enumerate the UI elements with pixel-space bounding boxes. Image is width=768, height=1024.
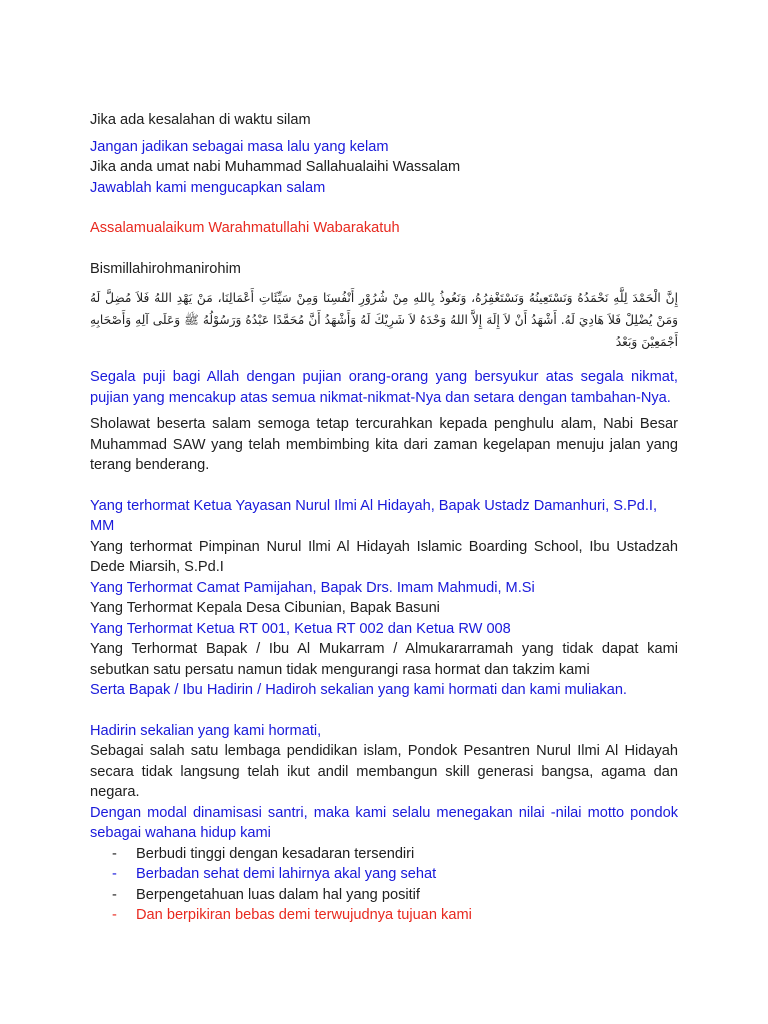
honorific-5: Yang Terhormat Ketua RT 001, Ketua RT 002 dan Ketua RW 008 bbox=[90, 620, 511, 637]
list-item bbox=[90, 885, 678, 906]
list-item bbox=[90, 844, 678, 865]
list-item-text: Berbudi tinggi dengan kesadaran tersendiri bbox=[136, 845, 415, 862]
arabic-prayer: إِنَّ الْحَمْدَ لِلَّهِ نَحْمَدُهُ وَنَسْتَعِينُهُ وَنَسْتَغْفِرُهُ، وَنَعُوذُ بِاللهِ مِنْ شُرُوْرِ أَنْفُسِنَا وَمِنْ سَيِّئَاتِ أَعْمَالِنَا، مَنْ يَهْدِ اللهُ فَلاَ مُضِلَّ لَهُ وَمَنْ يُضْلِلْ فَلاَ هَادِيَ لَهُ. أَشْهَدُ أَنْ لاَ إِلَهَ إِلاَّ اللهُ وَحْدَهُ لاَ شَرِيْكَ لَهُ وَأَشْهَدُ أَنَّ مُحَمَّدًا عَبْدُهُ وَرَسُوْلُهُ ﷺ وَعَلَى آلِهِ وَأَصْحَابِهِ أَجْمَعِيْنَ وَبَعْدُ bbox=[90, 291, 678, 349]
honorific-6: Yang Terhormat Bapak / Ibu Al Mukarram / Almukararramah yang tidak dapat kami sebutkan satu persatu namun tidak mengurangi rasa hormat dan takzim kami bbox=[90, 641, 678, 678]
greeting-line: Hadirin sekalian yang kami hormati, bbox=[90, 722, 322, 739]
opening-line-3: Jika anda umat nabi Muhammad Sallahualaihi Wassalam bbox=[90, 159, 461, 175]
basmalah-line: Bismillahirohmanirohim bbox=[90, 260, 241, 277]
list-item-text: Dan berpikiran bebas demi terwujudnya tujuan kami bbox=[136, 907, 472, 923]
spacer bbox=[90, 239, 678, 259]
honorific-4: Yang Terhormat Kepala Desa Cibunian, Bapak Basuni bbox=[90, 600, 440, 616]
sholawat-paragraph: Sholawat beserta salam semoga tetap tercurahkan kepada penghulu alam, Nabi Besar Muhammad SAW yang telah membimbing kita dari zaman kegelapan menuju jalan yang terang benderang. bbox=[90, 416, 678, 473]
intro-paragraph: Sebagai salah satu lembaga pendidikan islam, Pondok Pesantren Nurul Ilmi Al Hidayah secara tidak langsung telah ikut andil membangun skill generasi bangsa, agama dan negara. bbox=[90, 743, 678, 800]
salam-line: Assalamualaikum Warahmatullahi Wabarakatuh bbox=[90, 220, 400, 236]
opening-line-2: Jangan jadikan sebagai masa lalu yang kelam bbox=[90, 138, 389, 155]
honorific-1: Yang terhormat Ketua Yayasan Nurul Ilmi Al Hidayah, Bapak Ustadz Damanhuri, S.Pd.I, MM bbox=[90, 497, 658, 534]
list-item-text: Berbadan sehat demi lahirnya akal yang sehat bbox=[136, 866, 437, 882]
honorific-7: Serta Bapak / Ibu Hadirin / Hadiroh sekalian yang kami hormati dan kami muliakan. bbox=[90, 682, 627, 698]
spacer bbox=[90, 353, 678, 367]
opening-line-1: Jika ada kesalahan di waktu silam bbox=[90, 112, 311, 128]
opening-line-4: Jawablah kami mengucapkan salam bbox=[90, 179, 326, 196]
list-item bbox=[90, 864, 678, 885]
spacer bbox=[90, 701, 678, 721]
praise-paragraph: Segala puji bagi Allah dengan pujian orang-orang yang bersyukur atas segala nikmat, pujian yang mencakup atas semua nikmat-nikmat-Nya dan setara dengan tambahan-Nya. bbox=[90, 369, 678, 406]
motto-list bbox=[90, 844, 678, 926]
bullet-dash: - bbox=[112, 907, 117, 923]
bullet-dash: - bbox=[112, 866, 117, 882]
spacer bbox=[90, 476, 678, 496]
bullet-dash: - bbox=[112, 845, 117, 862]
spacer bbox=[90, 198, 678, 218]
honorific-3: Yang Terhormat Camat Pamijahan, Bapak Drs. Imam Mahmudi, M.Si bbox=[90, 579, 535, 596]
list-item bbox=[90, 905, 678, 926]
motto-intro-paragraph: Dengan modal dinamisasi santri, maka kami selalu menegakan nilai -nilai motto pondok sebagai wahana hidup kami bbox=[90, 804, 678, 841]
honorific-2: Yang terhormat Pimpinan Nurul Ilmi Al Hidayah Islamic Boarding School, Ibu Ustadzah Dede Miarsih, S.Pd.I bbox=[90, 538, 678, 575]
bullet-dash: - bbox=[112, 886, 117, 903]
list-item-text: Berpengetahuan luas dalam hal yang positif bbox=[136, 886, 420, 903]
